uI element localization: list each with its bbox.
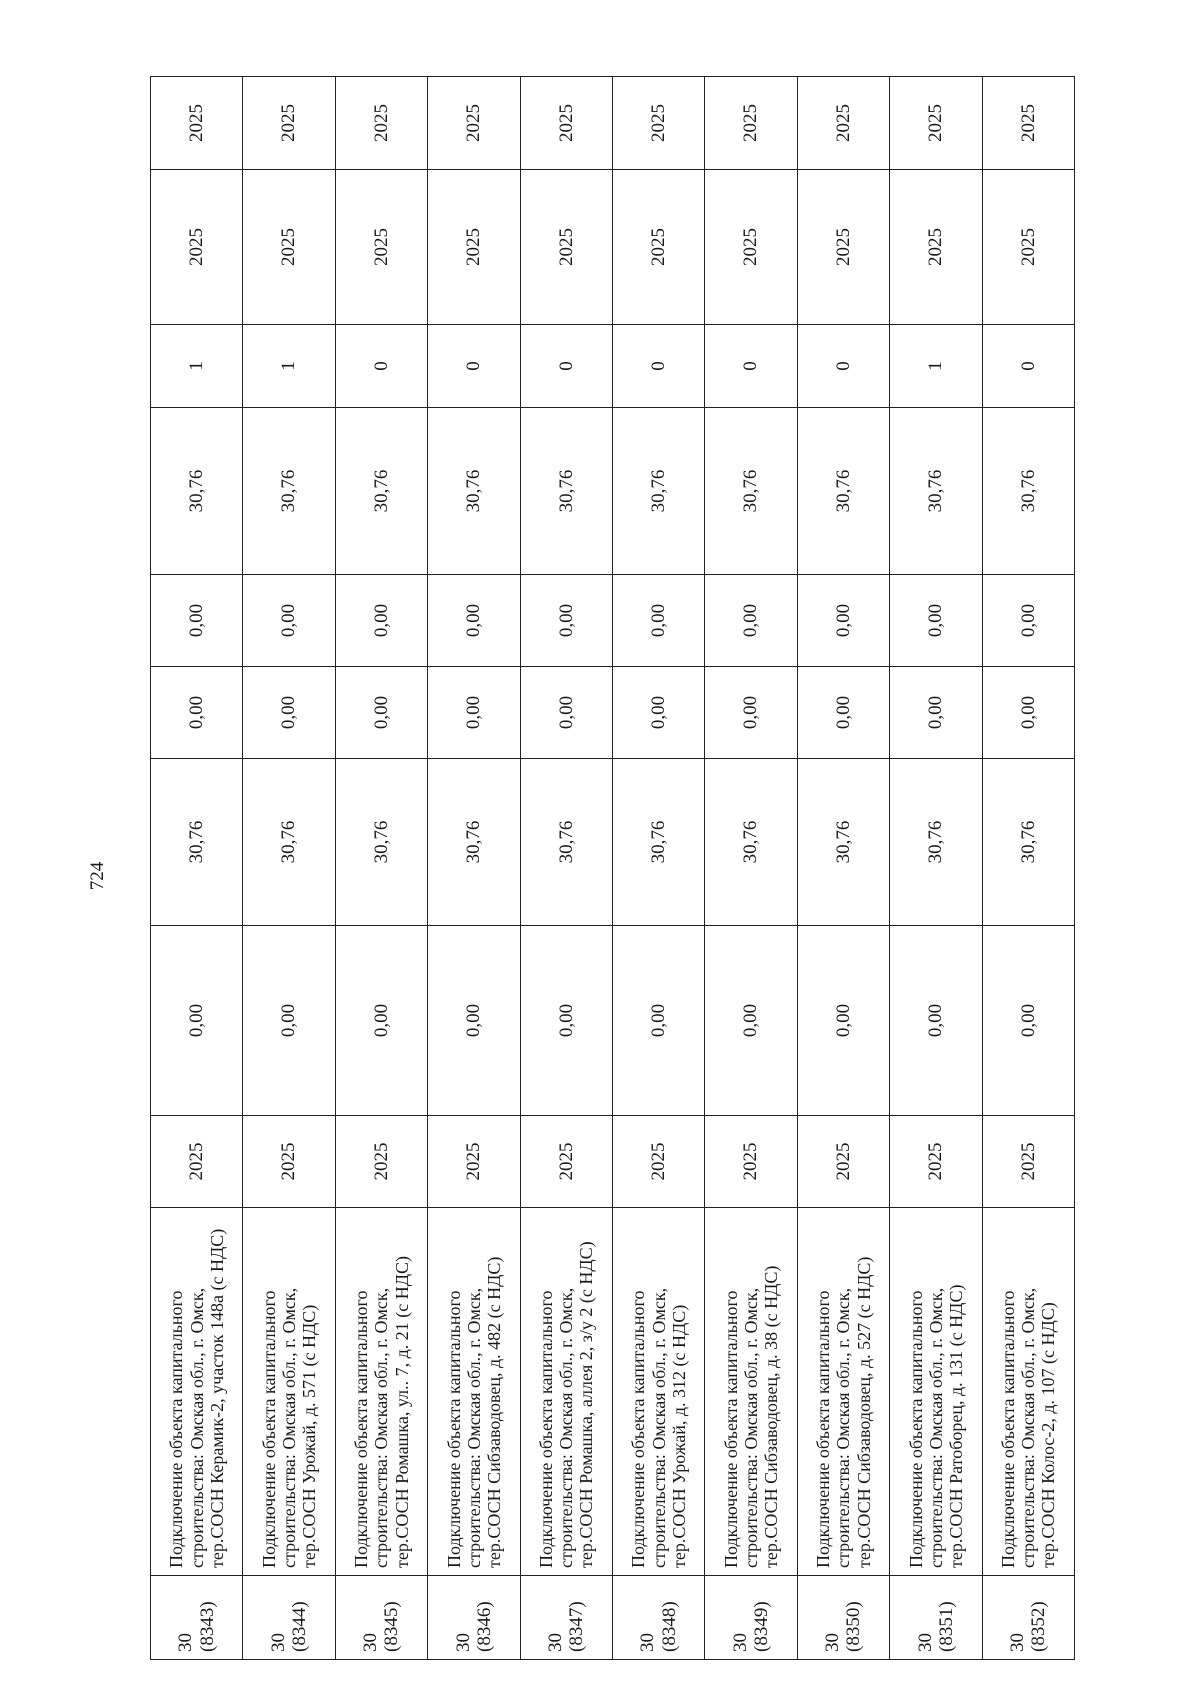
table-row [520,77,612,1660]
count-cell: 1 [890,325,982,408]
year-cell-2: 2025 [890,170,982,325]
description-cell [982,1208,1074,1576]
year-cell-3: 2025 [890,77,982,170]
value-cell-4: 0,00 [428,575,520,667]
row-code: 30 [544,1633,566,1652]
count-cell: 0 [428,325,520,408]
year-cell-3: 2025 [243,77,335,170]
description-line: строительства: Омская обл., г. Омск, [925,1287,946,1568]
description-line: Подключение объекта капитального [166,1290,187,1568]
count-cell: 0 [520,325,612,408]
description-line: тер.СОСН Урожай, д. 312 (с НДС) [668,1304,689,1568]
value-cell-5: 30,76 [890,408,982,575]
description-cell [243,1208,335,1576]
description-line: тер.СОСН Ратоборец, д. 131 (с НДС) [945,1284,966,1568]
value-cell-4: 0,00 [705,575,797,667]
year-cell-3: 2025 [335,77,427,170]
row-code: 30 [914,1633,936,1652]
value-cell-2: 30,76 [797,759,889,926]
description-line: строительства: Омская обл., г. Омск, [648,1287,669,1568]
row-number: (8345) [381,1601,403,1652]
description-cell [151,1208,243,1576]
value-cell-5: 30,76 [243,408,335,575]
row-code: 30 [267,1633,289,1652]
description-line: Подключение объекта капитального [813,1290,834,1568]
year-cell-2: 2025 [151,170,243,325]
description-line: строительства: Омская обл., г. Омск, [556,1287,577,1568]
value-cell-2: 30,76 [705,759,797,926]
description-line: Подключение объекта капитального [443,1290,464,1568]
table-row [151,77,243,1660]
row-number: (8350) [843,1601,865,1652]
value-cell-5: 30,76 [335,408,427,575]
value-cell-4: 0,00 [243,575,335,667]
value-cell-5: 30,76 [151,408,243,575]
value-cell-1: 0,00 [612,926,704,1116]
row-id-cell [335,1576,427,1660]
value-cell-4: 0,00 [982,575,1074,667]
row-id-cell [612,1576,704,1660]
description-cell [705,1208,797,1576]
table-row [428,77,520,1660]
description-cell [428,1208,520,1576]
year-cell-3: 2025 [151,77,243,170]
value-cell-1: 0,00 [982,926,1074,1116]
description-line: строительства: Омская обл., г. Омск, [833,1287,854,1568]
value-cell-4: 0,00 [335,575,427,667]
value-cell-3: 0,00 [520,667,612,759]
table-row [982,77,1074,1660]
description-line: тер.СОСН Ромашка, ул.. 7, д. 21 (с НДС) [391,1256,412,1568]
description-cell [890,1208,982,1576]
year-cell-1: 2025 [890,1116,982,1208]
description-line: Подключение объекта капитального [998,1290,1019,1568]
value-cell-2: 30,76 [890,759,982,926]
row-code: 30 [452,1633,474,1652]
value-cell-3: 0,00 [612,667,704,759]
year-cell-1: 2025 [520,1116,612,1208]
description-line: тер.СОСН Ромашка, аллея 2, з/у 2 (с НДС) [576,1241,597,1568]
row-number: (8351) [935,1601,957,1652]
description-cell [335,1208,427,1576]
year-cell-1: 2025 [335,1116,427,1208]
row-number: (8348) [658,1601,680,1652]
year-cell-1: 2025 [612,1116,704,1208]
description-line: тер.СОСН Сибзаводовец, д. 527 (с НДС) [853,1256,874,1568]
year-cell-2: 2025 [243,170,335,325]
description-line: Подключение объекта капитального [628,1290,649,1568]
count-cell: 0 [335,325,427,408]
value-cell-3: 0,00 [335,667,427,759]
table-row [335,77,427,1660]
description-line: строительства: Омская обл., г. Омск, [279,1287,299,1568]
description-line: Подключение объекта капитального [905,1290,926,1568]
value-cell-3: 0,00 [890,667,982,759]
description-line: тер.СОСН Сибзаводовец, д. 38 (с НДС) [761,1265,782,1568]
value-cell-2: 30,76 [243,759,335,926]
row-number: (8347) [566,1601,588,1652]
row-number: (8349) [751,1601,773,1652]
row-id-cell [890,1576,982,1660]
year-cell-3: 2025 [612,77,704,170]
year-cell-2: 2025 [705,170,797,325]
value-cell-4: 0,00 [520,575,612,667]
value-cell-4: 0,00 [797,575,889,667]
value-cell-1: 0,00 [243,926,335,1116]
row-id-cell [520,1576,612,1660]
value-cell-3: 0,00 [243,667,335,759]
description-cell [612,1208,704,1576]
value-cell-1: 0,00 [520,926,612,1116]
row-code: 30 [360,1633,382,1652]
description-line: строительства: Омская обл., г. Омск, [371,1287,392,1568]
year-cell-1: 2025 [151,1116,243,1208]
year-cell-1: 2025 [797,1116,889,1208]
count-cell: 0 [982,325,1074,408]
row-number: (8343) [196,1601,218,1652]
value-cell-4: 0,00 [151,575,243,667]
table-row [612,77,704,1660]
value-cell-5: 30,76 [982,408,1074,575]
value-cell-3: 0,00 [151,667,243,759]
value-cell-2: 30,76 [612,759,704,926]
year-cell-1: 2025 [428,1116,520,1208]
value-cell-5: 30,76 [705,408,797,575]
value-cell-4: 0,00 [612,575,704,667]
description-cell [520,1208,612,1576]
description-cell [797,1208,889,1576]
count-cell: 0 [612,325,704,408]
description-line: тер.СОСН Колос-2, д. 107 (с НДС) [1038,1302,1059,1568]
value-cell-3: 0,00 [428,667,520,759]
value-cell-1: 0,00 [705,926,797,1116]
year-cell-3: 2025 [705,77,797,170]
year-cell-2: 2025 [982,170,1074,325]
row-id-cell [428,1576,520,1660]
year-cell-2: 2025 [428,170,520,325]
description-line: строительства: Омская обл., г. Омск, [186,1287,207,1568]
description-line: Подключение объекта капитального [720,1290,741,1568]
description-line: тер.СОСН Сибзаводовец, д. 482 (с НДС) [483,1256,504,1568]
description-line: Подключение объекта капитального [351,1290,372,1568]
value-cell-1: 0,00 [335,926,427,1116]
description-line: тер.СОСН Керамик-2, участок 148а (с НДС) [206,1228,227,1568]
value-cell-5: 30,76 [520,408,612,575]
row-code: 30 [175,1633,197,1652]
value-cell-2: 30,76 [428,759,520,926]
description-line: строительства: Омская обл., г. Омск, [1018,1287,1039,1568]
year-cell-2: 2025 [520,170,612,325]
value-cell-2: 30,76 [982,759,1074,926]
value-cell-5: 30,76 [797,408,889,575]
value-cell-1: 0,00 [797,926,889,1116]
row-number: (8346) [473,1601,495,1652]
description-line: Подключение объекта капитального [258,1290,279,1568]
row-code: 30 [637,1633,659,1652]
row-id-cell [243,1576,335,1660]
value-cell-4: 0,00 [890,575,982,667]
count-cell: 1 [243,325,335,408]
year-cell-2: 2025 [612,170,704,325]
description-line: строительства: Омская обл., г. Омск, [740,1287,761,1568]
description-line: Подключение объекта капитального [536,1290,557,1568]
year-cell-1: 2025 [982,1116,1074,1208]
rotated-table-frame [150,77,1075,1660]
row-number: (8352) [1028,1601,1050,1652]
value-cell-5: 30,76 [612,408,704,575]
value-cell-1: 0,00 [428,926,520,1116]
table-row [243,77,335,1660]
table-row [797,77,889,1660]
value-cell-2: 30,76 [335,759,427,926]
value-cell-3: 0,00 [797,667,889,759]
year-cell-3: 2025 [428,77,520,170]
value-cell-5: 30,76 [428,408,520,575]
row-code: 30 [729,1633,751,1652]
table-body [151,77,1075,1660]
value-cell-2: 30,76 [520,759,612,926]
count-cell: 0 [705,325,797,408]
count-cell: 1 [151,325,243,408]
year-cell-1: 2025 [243,1116,335,1208]
row-number: (8344) [289,1601,311,1652]
value-cell-2: 30,76 [151,759,243,926]
data-table [150,76,1075,1660]
row-id-cell [982,1576,1074,1660]
year-cell-3: 2025 [797,77,889,170]
description-line: строительства: Омская обл., г. Омск, [463,1287,484,1568]
year-cell-2: 2025 [335,170,427,325]
year-cell-3: 2025 [520,77,612,170]
year-cell-2: 2025 [797,170,889,325]
value-cell-1: 0,00 [890,926,982,1116]
value-cell-1: 0,00 [151,926,243,1116]
value-cell-3: 0,00 [982,667,1074,759]
row-code: 30 [1006,1633,1028,1652]
row-code: 30 [822,1633,844,1652]
value-cell-3: 0,00 [705,667,797,759]
row-id-cell [151,1576,243,1660]
row-id-cell [797,1576,889,1660]
page-number: 724 [87,861,108,891]
table-row [890,77,982,1660]
year-cell-1: 2025 [705,1116,797,1208]
table-row [705,77,797,1660]
count-cell: 0 [797,325,889,408]
data-table-container [150,77,1075,1660]
year-cell-3: 2025 [982,77,1074,170]
description-line: тер.СОСН Урожай, д. 571 (с НДС) [299,1304,320,1568]
row-id-cell [705,1576,797,1660]
